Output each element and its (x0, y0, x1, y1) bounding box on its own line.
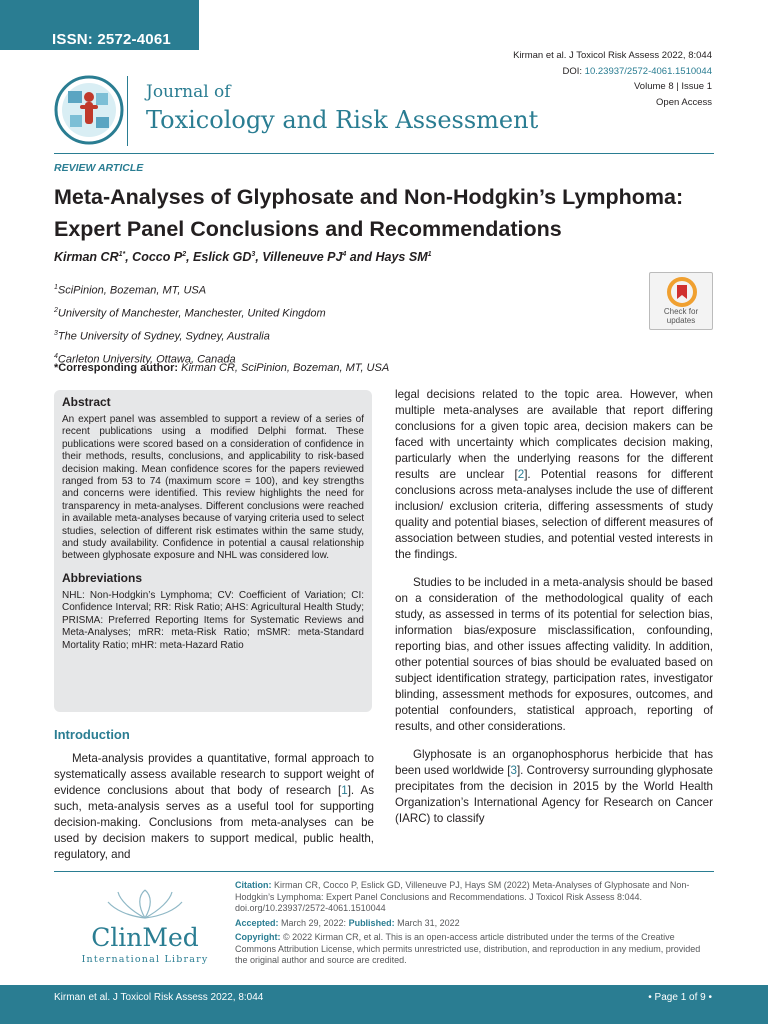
abstract-box (54, 390, 372, 712)
journal-of: Journal of (146, 82, 231, 102)
journal-logo-icon (54, 75, 124, 145)
article-meta (513, 48, 712, 110)
footer-citation: Kirman et al. J Toxicol Risk Assess 2022, 8:044 (54, 992, 264, 1003)
reference-link[interactable]: 3 (510, 764, 517, 777)
dates: Accepted: March 29, 2022: Published: March 31, 2022 (235, 917, 460, 928)
author[interactable]: Villeneuve PJ (262, 250, 343, 264)
citation-short: Kirman et al. J Toxicol Risk Assess 2022, 8:044 (513, 50, 712, 61)
affiliation: $^1$SciPinion, Bozeman, MT, USA (54, 284, 207, 297)
leaf-icon (108, 890, 182, 918)
page-title (54, 181, 734, 245)
copyright: Copyright: © 2022 Kirman CR, et al. This is an open-access article distributed under the terms of the Creative Commons Attribution License, which permits unrestricted use, distribution, and reproduction in any medium, provided the original author and source are credited. (235, 932, 701, 965)
paragraph: Studies to be included in a meta-analysis should be based on a consideration of the methodological quality of each study, as assessed in terms of its potential for selection bias, information bias/exposure misclassification, confounding, reporting bias, and other issues affecting validity. In addition, other potential sources of bias should be evaluated based on subject identification strategy, participation rates, investigator blinding, assessment methods for exposures, outcomes, and potential confounders, statistical approach, reporting of results, and other considerations. (395, 576, 713, 733)
header-rule (54, 153, 714, 154)
badge-label: Check for updates (663, 307, 699, 325)
author[interactable]: Eslick GD (193, 250, 252, 264)
corresponding-author: *Corresponding author: Kirman CR, SciPinion, Bozeman, MT, USA (54, 362, 390, 374)
abbreviations-heading: Abbreviations (62, 570, 143, 585)
check-for-updates-badge[interactable] (649, 272, 713, 330)
footer-rule (54, 871, 714, 872)
right-column (395, 387, 713, 839)
title-line: Expert Panel Conclusions and Recommendations (54, 217, 562, 241)
publisher-logo (60, 888, 230, 968)
author[interactable]: Cocco P (132, 250, 183, 264)
volume-issue: Volume 8 | Issue 1 (634, 81, 712, 92)
reference-link[interactable]: 2 (517, 468, 525, 481)
abstract-text: An expert panel was assembled to support a review of a series of recent publications using a modified Delphi format. These publications were scored based on a consideration of confidence in their methods, results, conclusions, and applicability to risk-based decision making. Mean confidence scores for the papers reviewed ranged from 53 to 74 (maximum score = 100), and key strengths and concerns were identified. This review highlights the need for transparency in meta-analyses. Different conclusions were reached in available meta-analyses because of varying criteria used to select studies, selection of different risk estimates within the same study, and study availability. Confidence in potential a causal relationship between glyphosate exposure and NHL was considered low. (62, 414, 364, 562)
doi-line: DOI: 10.23937/2572-4061.1510044 (562, 65, 712, 77)
paragraph: Glyphosate is an organophosphorus herbicide that has been used worldwide [3]. Controversy surrounding glyphosate precipitates from the decision in 2015 by the World Health Organization’s International Agency for Research on Cancer (IARC) to classify (395, 748, 713, 825)
section-heading-introduction: Introduction (54, 727, 130, 742)
logo-divider (127, 76, 128, 146)
citation: Citation: Kirman CR, Cocco P, Eslick GD, Villeneuve PJ, Hays SM (2022) Meta-Analyses of Glyphosate and Non-Hodgkin’s Lymphoma: Expert Panel Conclusions and Recommendations. J Toxicol Risk Assess 8:044. doi.org/10.23937/2572-4061.1510044 (235, 880, 690, 913)
author-list: Kirman $CR^{1*}$, Cocco $P^2$, Eslick $GD^3$, Villeneuve $PJ^4$ and Hays $SM^1$ (54, 250, 432, 264)
affiliation: $^2$University of Manchester, Manchester, United Kingdom (54, 306, 326, 320)
abstract-heading: Abstract (62, 395, 111, 409)
affiliation: $^3$The University of Sydney, Sydney, Australia (54, 329, 270, 343)
affiliations (54, 278, 326, 369)
issn: ISSN: 2572-4061 (52, 31, 171, 48)
affiliation: $^4$Carleton University, Ottawa, Canada (54, 352, 236, 366)
citation-block (235, 880, 715, 970)
author[interactable]: Kirman CR (54, 250, 119, 264)
paragraph: legal decisions related to the topic area. However, when multiple meta-analyses are available that report differing conclusions for a given topic area, decision makers can be faced with uncertainty which complicates decision making, particularly when the underlying reasons for the different results are unclear [2]. Potential reasons for different conclusions across meta-analyses include the use of different inclusion/ exclusion criteria, differing assessments of study quality and potential biases, selection of different measures of association between studies, and potential vested interests in the findings. (395, 388, 713, 561)
abbreviations-text: NHL: Non-Hodgkin’s Lymphoma; CV: Coefficient of Variation; CI: Confidence Interval; RR: Risk Ratio; AHS: Agricultural Health Study; PRISMA: Preferred Reporting Items for Systematic Reviews and Meta-Analyses; mRR: meta-Risk Ratio; mSMR: meta-Standard Mortality Ratio; mHR: meta-Hazard Ratio (62, 589, 364, 651)
open-access: Open Access (656, 96, 712, 108)
author[interactable]: Hays SM (375, 250, 428, 264)
publisher-name: ClinMed (91, 923, 199, 952)
title-line: Meta-Analyses of Glyphosate and Non-Hodgkin’s Lymphoma: (54, 185, 684, 209)
page-number: • Page 1 of 9 • (648, 992, 712, 1003)
article-type: REVIEW ARTICLE (54, 162, 144, 174)
left-column (54, 751, 374, 863)
paragraph: Meta-analysis provides a quantitative, formal approach to systematically assess available research to support weight of evidence conclusions about that body of research [1]. As such, meta-analysis serves as a useful tool for supporting decision-making. Conclusions from meta-analyses can be used by decision makers to support medical, public health, regulatory, and (54, 752, 374, 861)
footer-bar (0, 985, 768, 1024)
bookmark-icon (667, 277, 697, 307)
reference-link[interactable]: 1 (341, 784, 348, 797)
publisher-subname: International Library (81, 954, 209, 965)
doi-link[interactable]: 10.23937/2572-4061.1510044 (584, 65, 712, 77)
journal-name: Toxicology and Risk Assessment (146, 106, 539, 134)
